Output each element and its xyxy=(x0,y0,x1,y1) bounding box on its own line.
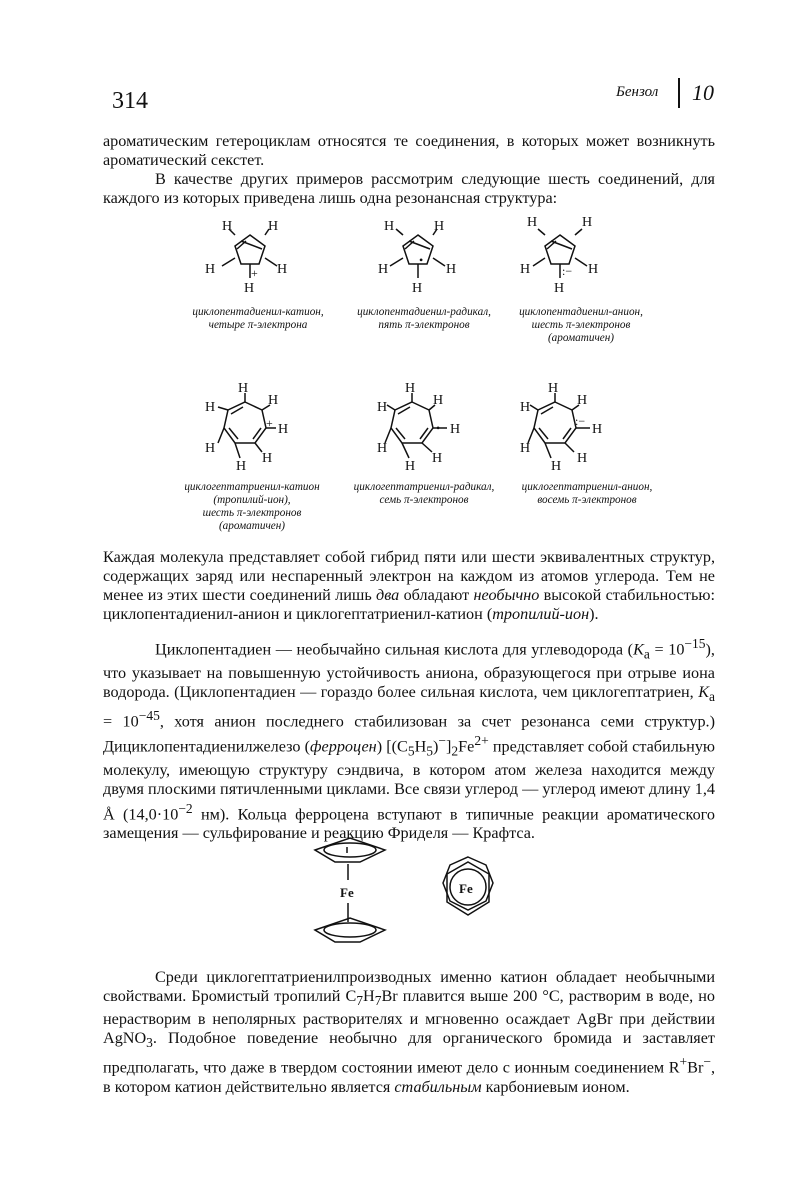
hydrogen-label: H xyxy=(378,262,389,277)
emphasis: стабильным xyxy=(394,1077,482,1096)
text-run: H xyxy=(414,737,427,756)
text-run: H xyxy=(363,987,375,1005)
hydrogen-label: H xyxy=(433,393,444,408)
math: K xyxy=(698,682,709,701)
caption-line: циклогептатриенил-радикал, xyxy=(353,481,495,493)
superscript: − xyxy=(703,1054,711,1070)
caption-line: шесть π-электронов xyxy=(531,319,631,331)
hydrogen-label: H xyxy=(377,441,388,456)
caption-line: восемь π-электронов xyxy=(537,494,637,506)
hydrogen-label: H xyxy=(238,381,249,396)
caption-cyclopentadienyl-radical xyxy=(342,306,506,332)
paragraph-tropylium-bromide xyxy=(103,968,715,1097)
hydrogen-label: H xyxy=(520,400,531,415)
running-title: Бензол xyxy=(616,84,659,100)
caption-line: четыре π-электрона xyxy=(208,319,308,331)
paragraph-cyclopentadiene-ferrocene xyxy=(103,634,715,843)
text-run: Br xyxy=(687,1058,704,1077)
caption-line: циклогептатриенил-катион xyxy=(184,481,320,493)
text-run: ) [(C xyxy=(376,737,408,756)
caption-line: (ароматичен) xyxy=(218,520,286,532)
hydrogen-label: H xyxy=(588,262,599,277)
emphasis: необычно xyxy=(473,586,540,604)
text-run: Циклопентадиен — необычайно сильная кислота для углеводорода ( xyxy=(155,640,634,659)
superscript: −15 xyxy=(684,636,706,651)
caption-line: циклопентадиенил-катион, xyxy=(192,306,324,318)
hydrogen-label: H xyxy=(205,400,216,415)
emphasis: два xyxy=(376,586,400,604)
page-number: 314 xyxy=(112,88,148,114)
hydrogen-label: H xyxy=(405,381,416,396)
hydrogen-label: H xyxy=(592,422,603,437)
text-run: ), что указывает на повышенную устойчивость аниона, образующегося при отрыве иона водорода. (Циклопентадиен — гораздо более сильная кислота, чем циклогептатриен, xyxy=(103,640,715,701)
superscript: −45 xyxy=(138,707,160,723)
radical-electron: • xyxy=(436,421,441,435)
hydrogen-label: H xyxy=(268,393,279,408)
subscript: 7 xyxy=(356,993,364,1009)
text-run: обладают xyxy=(399,586,474,604)
caption-cyclopentadienyl-anion xyxy=(506,306,656,345)
caption-cyclopentadienyl-cation xyxy=(182,306,334,332)
text-run: нм). Кольца ферроцена вступают в типичные реакции ароматического замещения — сульфирование и реакцию Фриделя — Крафтса. xyxy=(103,805,715,843)
text-run: . Подобное поведение необычно для органического бромида и заставляет предполагать, что даже в твердом состоянии имеют дело с ионным соединением R xyxy=(103,1029,715,1077)
superscript: + xyxy=(679,1054,688,1070)
text-run: Fe xyxy=(458,737,475,756)
text-run: ] xyxy=(446,737,452,756)
superscript: 2+ xyxy=(474,733,489,749)
hydrogen-label: H xyxy=(432,451,443,466)
hydrogen-label: H xyxy=(222,219,233,234)
text-run: ). xyxy=(589,605,599,623)
anion-charge: :− xyxy=(562,264,573,278)
superscript: −2 xyxy=(178,800,193,816)
text-run: , в котором катион действительно является xyxy=(103,1058,715,1096)
hydrogen-label: H xyxy=(582,215,593,230)
superscript: − xyxy=(438,733,447,749)
hydrogen-label: H xyxy=(412,281,423,296)
hydrogen-label: H xyxy=(527,215,538,230)
cation-charge: + xyxy=(266,416,273,430)
caption-line: (ароматичен) xyxy=(547,332,615,344)
caption-tropylium-cation xyxy=(170,481,334,533)
radical-electron: • xyxy=(419,253,424,267)
hydrogen-label: H xyxy=(520,262,531,277)
subscript: 7 xyxy=(374,993,382,1009)
hydrogen-label: H xyxy=(450,422,461,437)
paragraph-intro-examples: В качестве других примеров рассмотрим следующие шесть соединений, для каждого из которых приведена лишь одна резонансная структура: xyxy=(103,170,715,207)
hydrogen-label: H xyxy=(551,459,562,474)
subscript: 5 xyxy=(407,743,415,759)
hydrogen-label: H xyxy=(277,262,288,277)
math: K xyxy=(633,640,644,659)
hydrogen-label: H xyxy=(405,459,416,474)
emphasis: тропилий-ион xyxy=(492,605,590,623)
caption-line: циклопентадиенил-анион, xyxy=(519,306,643,318)
hydrogen-label: H xyxy=(244,281,255,296)
caption-line: семь π-электронов xyxy=(379,494,469,506)
subscript: 2 xyxy=(451,743,459,759)
text-run: Каждая молекула представляет собой гибрид пяти или шести эквивалентных структур, содержащих заряд или неспаренный электрон на каждом из атомов углерода. Тем не менее из этих шести соединений лишь xyxy=(103,548,715,604)
text-run: Br плавится выше 200 °C, растворим в воде, но нерастворим в неполярных растворителях и мгновенно осаждает AgBr при действии AgNO xyxy=(103,987,715,1048)
hydrogen-label: H xyxy=(577,393,588,408)
caption-tropyl-radical xyxy=(340,481,508,507)
text-run: высокой стабильностью: циклопентадиенил-анион и циклогептатриенил-катион ( xyxy=(103,586,715,623)
paragraph-hybrid-structures xyxy=(103,548,715,624)
hydrogen-label: H xyxy=(236,459,247,474)
text-run: представляет собой стабильную молекулу, имеющую структуру сэндвича, в котором атом железа находится между двумя плоскими пятичленными циклами. Все связи углерод — углерод имеют длину 1,4 Å (14,0·10 xyxy=(103,737,716,824)
text-run: = 10 xyxy=(103,712,139,731)
caption-line: пять π-электронов xyxy=(378,319,470,331)
hydrogen-label: H xyxy=(520,441,531,456)
hydrogen-label: H xyxy=(554,281,565,296)
caption-line: циклопентадиенил-радикал, xyxy=(357,306,491,318)
caption-line: (тропилий-ион), xyxy=(213,494,291,506)
hydrogen-label: H xyxy=(548,381,559,396)
hydrogen-label: H xyxy=(205,262,216,277)
subscript: a xyxy=(643,646,650,662)
cation-charge: + xyxy=(251,266,258,280)
hydrogen-label: H xyxy=(434,219,445,234)
subscript: 3 xyxy=(146,1035,153,1051)
chapter-number: 10 xyxy=(692,80,714,105)
emphasis: ферроцен xyxy=(310,737,377,756)
cyclopentadienyl-radical-structure xyxy=(390,229,445,278)
iron-label: Fe xyxy=(340,885,354,900)
hydrogen-label: H xyxy=(446,262,457,277)
caption-line: циклогептатриенил-анион, xyxy=(521,481,653,493)
text-run: = 10 xyxy=(649,640,685,659)
hydrogen-label: H xyxy=(384,219,395,234)
cyclopentadienyl-anion-structure xyxy=(533,229,587,278)
hydrogen-label: H xyxy=(278,422,289,437)
text-run: Среди циклогептатриенилпроизводных именно катион обладает необычными свойствами. Бромистый тропилий C xyxy=(103,968,715,1005)
hydrogen-label: H xyxy=(205,441,216,456)
hydrogen-label: H xyxy=(268,219,279,234)
text-run: карбониевым ионом. xyxy=(481,1077,630,1096)
text-run: , хотя анион последнего стабилизован за счет резонанса семи структур.) Дициклопентадиенилжелезо ( xyxy=(103,712,715,756)
hydrogen-label: H xyxy=(577,451,588,466)
caption-cycloheptatrienyl-anion xyxy=(510,481,664,507)
paragraph-continuation: ароматическим гетероциклам относятся те соединения, в которых может возникнуть ароматический секстет. xyxy=(103,132,715,169)
subscript: a xyxy=(709,688,715,704)
anion-charge: :− xyxy=(575,414,586,428)
subscript: 5 xyxy=(426,743,434,759)
hydrogen-label: H xyxy=(377,400,388,415)
hydrogen-label: H xyxy=(262,451,273,466)
text-run: ) xyxy=(433,737,439,756)
cyclopentadienyl-cation-structure xyxy=(222,229,277,278)
caption-line: шесть π-электронов xyxy=(202,507,302,519)
iron-label: Fe xyxy=(459,881,473,896)
